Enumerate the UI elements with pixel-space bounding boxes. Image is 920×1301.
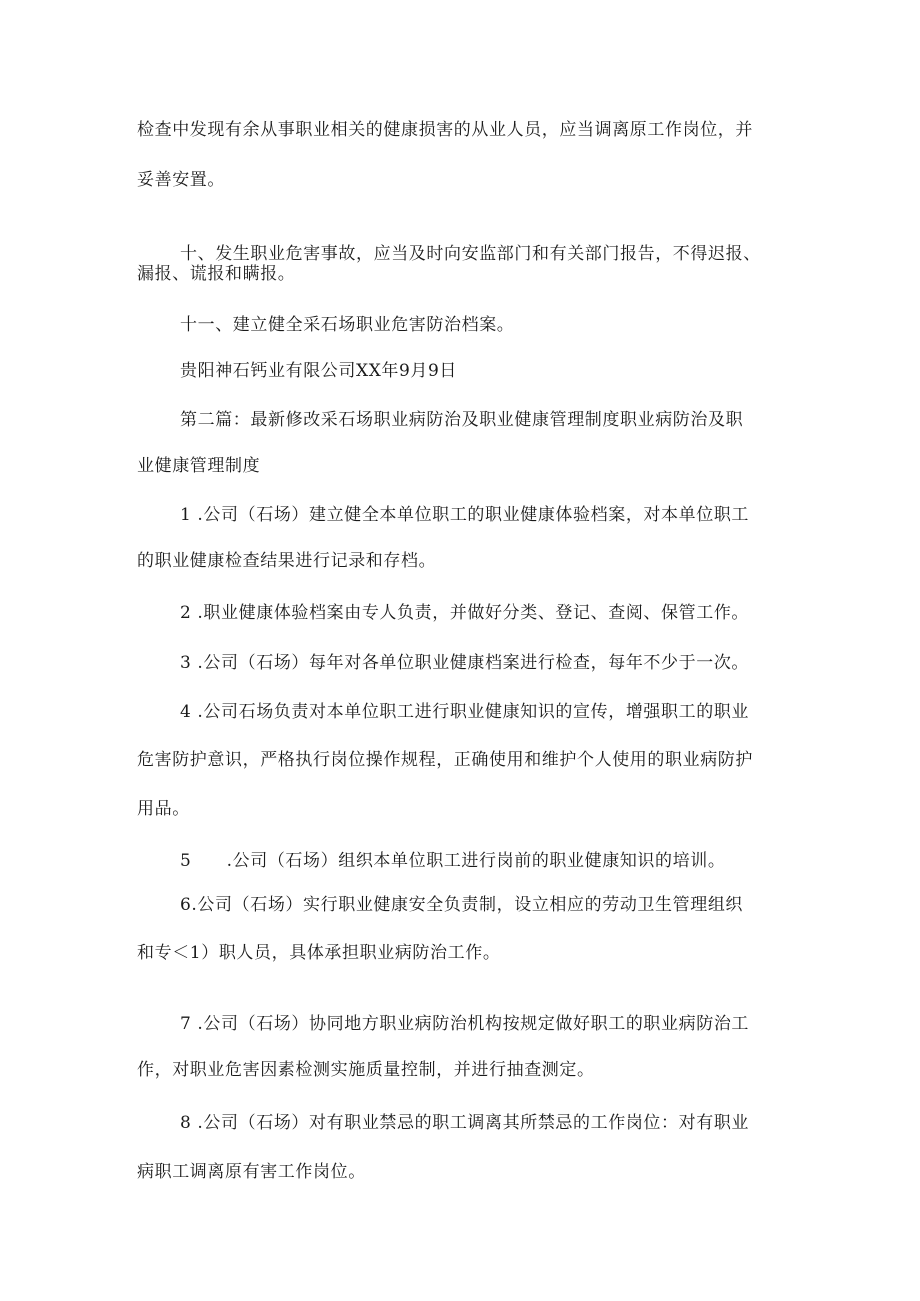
section-title-line-2: 业健康管理制度: [137, 456, 261, 476]
text-line-2: 妥善安置。: [137, 170, 225, 190]
item-6-line-1: 6.公司（石场）实行职业健康安全负责制，设立相应的劳动卫生管理组织: [180, 895, 744, 915]
item-4-line-2: 危害防护意识，严格执行岗位操作规程，正确使用和维护个人使用的职业病防护: [137, 750, 753, 770]
item-5-line: 5 .公司（石场）组织本单位职工进行岗前的职业健康知识的培训。: [180, 851, 726, 871]
text-line-5: 十一、建立健全采石场职业危害防治档案。: [180, 315, 515, 335]
item-7-line-1: 7 .公司（石场）协同地方职业病防治机构按规定做好职工的职业病防治工: [180, 1014, 750, 1034]
section-title-line-1: 第二篇：最新修改采石场职业病防治及职业健康管理制度职业病防治及职: [180, 410, 744, 430]
text-line-4: 漏报、谎报和瞒报。: [137, 264, 296, 284]
item-2-line: 2 .职业健康体验档案由专人负责，并做好分类、登记、查阅、保管工作。: [180, 603, 750, 623]
item-4-line-3: 用品。: [137, 799, 190, 819]
item-3-line: 3 .公司（石场）每年对各单位职业健康档案进行检查，每年不少于一次。: [180, 653, 750, 673]
text-line-3: 十、发生职业危害事故，应当及时向安监部门和有关部门报告，不得迟报、: [180, 244, 761, 264]
item-4-line-1: 4 .公司石场负责对本单位职工进行职业健康知识的宣传，增强职工的职业: [180, 702, 750, 722]
text-line-1: 检查中发现有余从事职业相关的健康损害的从业人员，应当调离原工作岗位，并: [137, 120, 753, 140]
item-1-line-2: 的职业健康检查结果进行记录和存档。: [137, 551, 437, 571]
item-8-line-2: 病职工调离原有害工作岗位。: [137, 1162, 366, 1182]
item-1-line-1: 1 .公司（石场）建立健全本单位职工的职业健康体验档案，对本单位职工: [180, 505, 750, 525]
item-6-line-2: 和专＜1）职人员，具体承担职业病防治工作。: [137, 943, 501, 963]
signature-line: 贵阳神石钙业有限公司XX年9月9日: [180, 361, 458, 381]
item-7-line-2: 作，对职业危害因素检测实施质量控制，并进行抽查测定。: [137, 1060, 595, 1080]
item-8-line-1: 8 .公司（石场）对有职业禁忌的职工调离其所禁忌的工作岗位：对有职业: [180, 1113, 750, 1133]
